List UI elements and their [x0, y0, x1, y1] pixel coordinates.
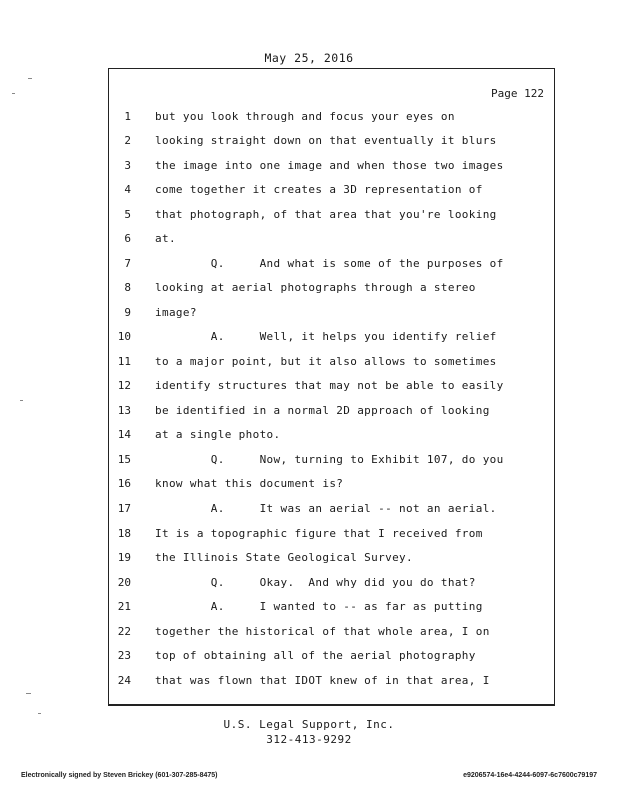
- scan-speck: [38, 713, 41, 714]
- line-number: 23: [117, 649, 131, 663]
- transcript-line: [109, 325, 554, 350]
- transcript-line: [109, 276, 554, 301]
- line-text: A. I wanted to -- as far as putting: [155, 600, 483, 614]
- line-number: 2: [124, 134, 131, 148]
- transcript-line: [109, 178, 554, 203]
- line-number: 8: [124, 281, 131, 295]
- line-text: together the historical of that whole area, I on: [155, 624, 490, 638]
- line-text: be identified in a normal 2D approach of looking: [155, 403, 490, 417]
- line-text: looking at aerial photographs through a stereo: [155, 281, 476, 295]
- transcript-line: [109, 300, 554, 325]
- line-text: to a major point, but it also allows to sometimes: [155, 354, 497, 368]
- transcript-line: [109, 668, 554, 693]
- line-number: 10: [117, 330, 131, 344]
- line-number: 1: [124, 109, 131, 123]
- line-text: that was flown that IDOT knew of in that area, I: [155, 673, 490, 687]
- transcript-line: [109, 643, 554, 668]
- line-number: 12: [117, 379, 131, 393]
- line-number: 13: [117, 403, 131, 417]
- line-text: Q. Okay. And why did you do that?: [155, 575, 476, 589]
- line-number: 16: [117, 477, 131, 491]
- line-number: 14: [117, 428, 131, 442]
- line-number: 18: [117, 526, 131, 540]
- scan-speck: [28, 78, 32, 79]
- transcript-lines: [109, 104, 554, 692]
- line-number: 11: [117, 354, 131, 368]
- line-text: A. It was an aerial -- not an aerial.: [155, 502, 497, 515]
- footer-company: U.S. Legal Support, Inc.: [223, 718, 395, 731]
- transcript-line: [109, 153, 554, 178]
- transcript-frame: [108, 68, 555, 706]
- line-number: 21: [117, 600, 131, 614]
- transcript-line: [109, 104, 554, 129]
- line-text: It is a topographic figure that I received from: [155, 526, 483, 540]
- transcript-line: [109, 374, 554, 399]
- line-number: 15: [117, 452, 131, 466]
- line-text: Q. And what is some of the purposes of: [155, 256, 504, 270]
- transcript-line: [109, 423, 554, 448]
- footer-phone: 312-413-9292: [266, 733, 352, 746]
- line-text: at a single photo.: [155, 428, 281, 442]
- line-number: 19: [117, 551, 131, 565]
- transcript-line: [109, 619, 554, 644]
- line-number: 24: [117, 673, 131, 687]
- transcript-line: [109, 472, 554, 497]
- line-number: 9: [124, 305, 131, 319]
- line-text: that photograph, of that area that you're looking: [155, 207, 497, 221]
- line-text: but you look through and focus your eyes on: [155, 109, 455, 123]
- line-text: know what this document is?: [155, 477, 344, 491]
- line-text: the Illinois State Geological Survey.: [155, 551, 413, 565]
- line-text: top of obtaining all of the aerial photography: [155, 649, 476, 663]
- line-text: at.: [155, 232, 176, 246]
- line-number: 7: [124, 256, 131, 270]
- line-number: 4: [124, 183, 131, 197]
- line-text: looking straight down on that eventually it blurs: [155, 134, 497, 148]
- line-text: come together it creates a 3D representation of: [155, 183, 483, 197]
- line-text: the image into one image and when those two images: [155, 158, 504, 172]
- transcript-line: [109, 594, 554, 619]
- page-number: Page 122: [491, 87, 544, 100]
- transcript-line: [109, 398, 554, 423]
- line-number: 20: [117, 575, 131, 589]
- transcript-line: [109, 545, 554, 570]
- transcript-line: [109, 202, 554, 227]
- document-hash: e9206574-16e4-4244-6097-6c7600c79197: [463, 772, 597, 779]
- electronic-signature: Electronically signed by Steven Brickey (601-307-285-8475): [21, 772, 218, 779]
- line-number: 3: [124, 158, 131, 172]
- transcript-line: [109, 496, 554, 521]
- line-number: 22: [117, 624, 131, 638]
- line-text: identify structures that may not be able to easily: [155, 379, 504, 393]
- transcript-line: [109, 447, 554, 472]
- transcript-line: [109, 349, 554, 374]
- transcript-line: [109, 570, 554, 595]
- line-text: image?: [155, 305, 197, 319]
- scan-speck: [20, 400, 23, 401]
- transcript-line: [109, 521, 554, 546]
- line-number: 6: [124, 232, 131, 246]
- line-number: 5: [124, 207, 131, 221]
- transcript-line: [109, 129, 554, 154]
- deposition-date: May 25, 2016: [264, 51, 354, 65]
- transcript-line: [109, 251, 554, 276]
- line-number: 17: [117, 502, 131, 515]
- transcript-line: [109, 227, 554, 252]
- scan-speck: [12, 93, 15, 94]
- scan-speck: [26, 693, 31, 694]
- line-text: Q. Now, turning to Exhibit 107, do you: [155, 452, 504, 466]
- line-text: A. Well, it helps you identify relief: [155, 330, 497, 344]
